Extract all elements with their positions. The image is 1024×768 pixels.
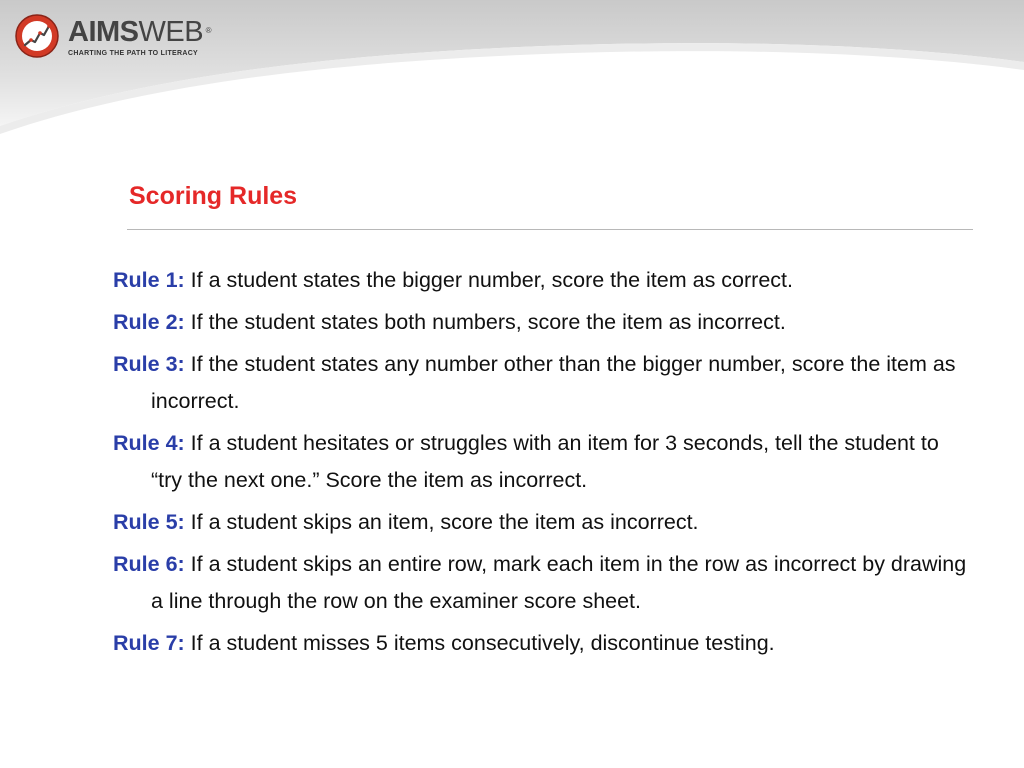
rule-text: If a student skips an item, score the item as incorrect.: [190, 510, 699, 534]
rule-label: Rule 1:: [113, 268, 185, 292]
rule-item: [113, 504, 973, 541]
rule-label: Rule 3:: [113, 352, 185, 376]
logo-word-aims: AIMS: [68, 15, 139, 48]
rule-item: [113, 425, 973, 499]
rule-text: If a student hesitates or struggles with an item for 3 seconds, tell the student to “try the next one.” Score the item as incorrect.: [151, 431, 939, 492]
rule-item: [113, 262, 973, 299]
title-divider: [127, 229, 973, 230]
rule-text: If a student skips an entire row, mark each item in the row as incorrect by drawing a line through the row on the examiner score sheet.: [151, 552, 967, 613]
rule-item: [113, 625, 973, 662]
slide-title: Scoring Rules: [129, 182, 298, 210]
rule-item: [113, 546, 973, 620]
rule-label: Rule 5:: [113, 510, 185, 534]
logo-word-web: WEB: [138, 15, 204, 48]
logo-wordmark: [68, 15, 212, 48]
rule-label: Rule 4:: [113, 431, 185, 455]
registered-mark: ®: [205, 25, 212, 35]
aimsweb-logo: [14, 12, 212, 60]
rule-text: If the student states any number other than the bigger number, score the item as incorrect.: [151, 352, 956, 413]
rule-text: If the student states both numbers, score the item as incorrect.: [190, 310, 786, 334]
rule-label: Rule 7:: [113, 631, 185, 655]
rule-text: If a student states the bigger number, score the item as correct.: [190, 268, 793, 292]
rule-text: If a student misses 5 items consecutively, discontinue testing.: [190, 631, 775, 655]
rule-label: Rule 2:: [113, 310, 185, 334]
rule-item: [113, 304, 973, 341]
rule-label: Rule 6:: [113, 552, 185, 576]
logo-tagline: CHARTING THE PATH TO LITERACY: [68, 49, 199, 57]
logo-emblem-icon: [14, 13, 60, 59]
rule-item: [113, 346, 973, 420]
rules-list: [113, 262, 973, 667]
